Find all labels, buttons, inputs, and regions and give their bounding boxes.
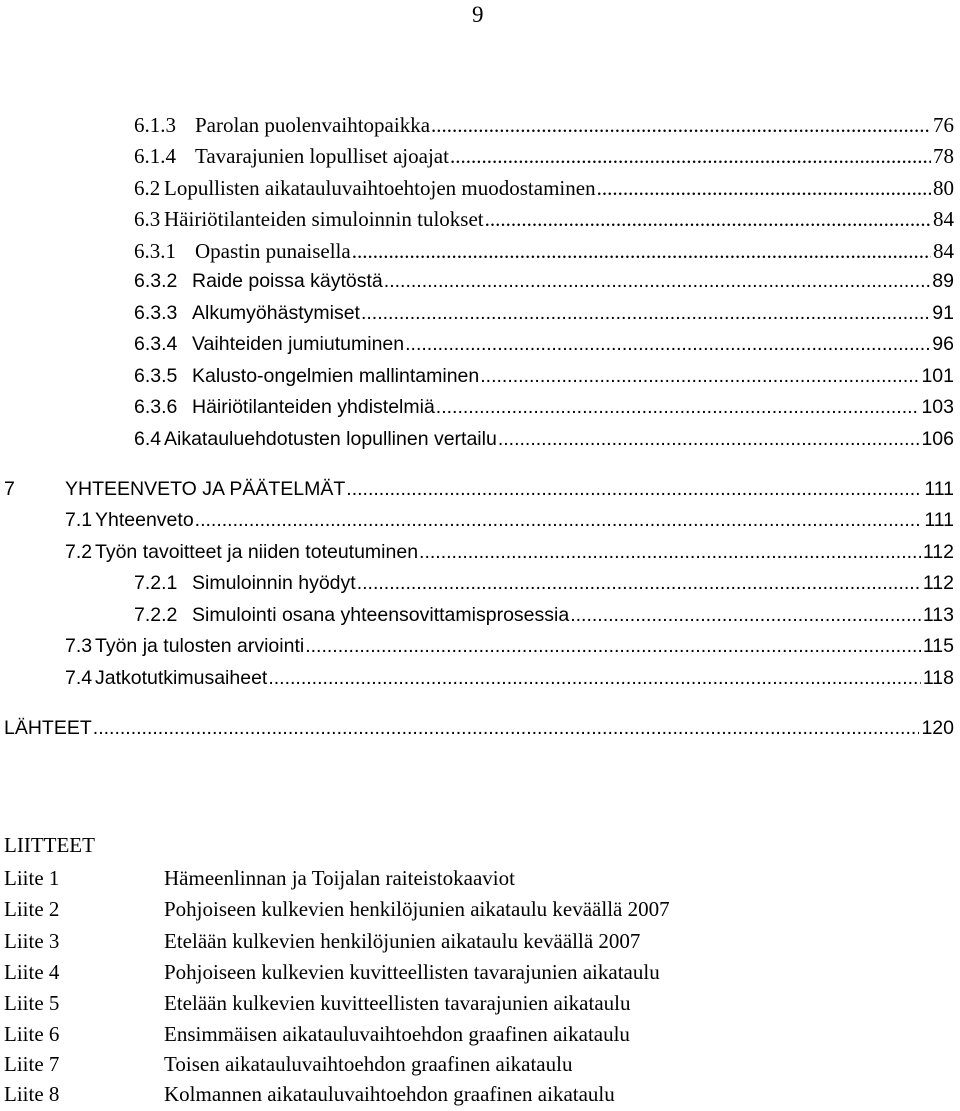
- appendix-label: Liite 1: [4, 866, 60, 890]
- toc-number: 6.3.1: [134, 239, 176, 263]
- toc-entry-6-3[interactable]: [134, 204, 954, 234]
- toc-leader: [498, 424, 920, 454]
- toc-entry-7[interactable]: [4, 474, 954, 504]
- toc-page: 80: [933, 176, 954, 200]
- appendix-label: Liite 5: [4, 991, 60, 1015]
- toc-leader: [405, 329, 930, 359]
- toc-entry-6-1-4[interactable]: [134, 141, 954, 171]
- appendix-item-5[interactable]: [4, 988, 954, 1018]
- toc-entry-lahteet[interactable]: [4, 713, 954, 743]
- toc-title: Simulointi osana yhteensovittamisprosessia: [192, 604, 570, 626]
- toc-number: 6.3.6: [134, 396, 178, 418]
- toc-leader: [419, 537, 921, 567]
- toc-number: 7.3: [65, 635, 93, 657]
- toc-number: 7.2.1: [134, 572, 178, 594]
- appendices-heading: LIITTEET: [4, 833, 95, 857]
- toc-entry-7-3[interactable]: [65, 631, 954, 661]
- toc-leader: [352, 236, 931, 266]
- toc-title: Aikatauluehdotusten lopullinen vertailu: [164, 428, 497, 450]
- toc-entry-6-3-4[interactable]: [134, 329, 954, 359]
- toc-title: Parolan puolenvaihtopaikka: [195, 113, 431, 137]
- toc-entry-7-2-2[interactable]: [134, 600, 954, 630]
- toc-title: Simuloinnin hyödyt: [192, 572, 356, 594]
- toc-number: 6.1.3: [134, 113, 176, 137]
- toc-number: 6.1.4: [134, 144, 176, 168]
- page-number: 9: [472, 2, 484, 27]
- toc-page: 111: [924, 478, 954, 500]
- toc-entry-6-1-3[interactable]: [134, 110, 954, 140]
- appendix-item-3[interactable]: [4, 926, 954, 956]
- toc-entry-6-3-6[interactable]: [134, 392, 954, 422]
- toc-number: 7: [4, 478, 15, 500]
- toc-title: LÄHTEET: [4, 717, 92, 739]
- appendix-title: Pohjoiseen kulkevien henkilöjunien aikataulu keväällä 2007: [164, 897, 670, 921]
- appendix-item-6[interactable]: [4, 1019, 954, 1049]
- toc-title: Häiriötilanteiden simuloinnin tulokset: [164, 207, 484, 231]
- toc-leader: [570, 600, 921, 630]
- toc-leader: [485, 204, 931, 234]
- toc-title: Vaihteiden jumiutuminen: [192, 333, 405, 355]
- toc-entry-7-4[interactable]: [65, 663, 954, 693]
- toc-leader: [431, 110, 931, 140]
- toc-page: 118: [922, 667, 954, 689]
- toc-number: 6.3: [134, 207, 161, 231]
- toc-page: 84: [933, 239, 954, 263]
- toc-page: 89: [932, 270, 954, 292]
- appendix-label: Liite 8: [4, 1082, 60, 1106]
- toc-page: 113: [922, 604, 954, 626]
- toc-leader: [384, 266, 931, 296]
- appendix-item-7[interactable]: [4, 1049, 954, 1079]
- toc-page: 76: [933, 113, 954, 137]
- toc-entry-6-2[interactable]: [134, 173, 954, 203]
- toc-leader: [361, 298, 930, 328]
- toc-leader: [346, 474, 922, 504]
- toc-title: Jatkotutkimusaiheet: [95, 667, 268, 689]
- toc-page: 112: [922, 541, 954, 563]
- toc-title: Alkumyöhästymiset: [192, 302, 360, 324]
- toc-leader: [93, 713, 920, 743]
- toc-leader: [480, 361, 919, 391]
- toc-number: 7.4: [65, 667, 93, 689]
- toc-title: Työn tavoitteet ja niiden toteutuminen: [95, 541, 419, 563]
- appendix-item-2[interactable]: [4, 894, 954, 924]
- toc-number: 6.3.5: [134, 365, 178, 387]
- toc-entry-7-1[interactable]: [65, 505, 954, 535]
- toc-entry-6-3-5[interactable]: [134, 361, 954, 391]
- appendix-title: Toisen aikatauluvaihtoehdon graafinen aikataulu: [164, 1052, 573, 1076]
- toc-number: 7.1: [65, 509, 93, 531]
- toc-title: Kalusto-ongelmien mallintaminen: [192, 365, 480, 387]
- toc-page: 111: [924, 509, 954, 531]
- appendix-title: Etelään kulkevien henkilöjunien aikataulu keväällä 2007: [164, 929, 641, 953]
- toc-number: 6.2: [134, 176, 161, 200]
- toc-entry-7-2[interactable]: [65, 537, 954, 567]
- appendix-label: Liite 4: [4, 960, 60, 984]
- toc-title: Työn ja tulosten arviointi: [95, 635, 305, 657]
- appendix-label: Liite 2: [4, 897, 60, 921]
- appendix-title: Pohjoiseen kulkevien kuvitteellisten tavarajunien aikataulu: [164, 960, 660, 984]
- toc-leader: [436, 392, 920, 422]
- toc-entry-6-3-2[interactable]: [134, 266, 954, 296]
- toc-leader: [195, 505, 923, 535]
- toc-entry-6-4[interactable]: [134, 424, 954, 454]
- toc-number: 6.3.2: [134, 270, 178, 292]
- toc-page: 96: [932, 333, 954, 355]
- toc-number: 6.3.4: [134, 333, 178, 355]
- appendix-label: Liite 3: [4, 929, 60, 953]
- appendix-item-4[interactable]: [4, 957, 954, 987]
- toc-title: Häiriötilanteiden yhdistelmiä: [192, 396, 435, 418]
- toc-page: 84: [933, 207, 954, 231]
- toc-title: Tavarajunien lopulliset ajoajat: [195, 144, 449, 168]
- toc-title: Raide poissa käytöstä: [192, 270, 383, 292]
- toc-entry-6-3-1[interactable]: [134, 236, 954, 266]
- appendix-title: Ensimmäisen aikatauluvaihtoehdon graafinen aikataulu: [164, 1022, 630, 1046]
- toc-page: 78: [933, 144, 954, 168]
- toc-leader: [268, 663, 921, 693]
- toc-number: 7.2: [65, 541, 93, 563]
- toc-title: YHTEENVETO JA PÄÄTELMÄT: [65, 478, 346, 500]
- appendix-title: Kolmannen aikatauluvaihtoehdon graafinen aikataulu: [164, 1082, 615, 1106]
- toc-number: 6.4: [134, 428, 162, 450]
- toc-title: Opastin punaisella: [195, 239, 351, 263]
- toc-leader: [450, 141, 931, 171]
- toc-page: 115: [922, 635, 954, 657]
- toc-number: 7.2.2: [134, 604, 178, 626]
- toc-page: 106: [921, 428, 954, 450]
- appendix-label: Liite 7: [4, 1052, 60, 1076]
- appendix-item-8[interactable]: [4, 1079, 954, 1109]
- toc-number: 6.3.3: [134, 302, 178, 324]
- toc-page: 91: [932, 302, 954, 324]
- toc-entry-7-2-1[interactable]: [134, 568, 954, 598]
- toc-leader: [357, 568, 921, 598]
- appendix-title: Hämeenlinnan ja Toijalan raiteistokaaviot: [164, 866, 515, 890]
- toc-page: 103: [921, 396, 954, 418]
- toc-leader: [597, 173, 931, 203]
- appendix-item-1[interactable]: [4, 863, 954, 893]
- toc-page: 120: [921, 717, 954, 739]
- toc-page: 112: [922, 572, 954, 594]
- toc-title: Yhteenveto: [95, 509, 194, 531]
- toc-title: Lopullisten aikatauluvaihtoehtojen muodostaminen: [164, 176, 596, 200]
- appendix-label: Liite 6: [4, 1022, 60, 1046]
- appendix-title: Etelään kulkevien kuvitteellisten tavarajunien aikataulu: [164, 991, 631, 1015]
- toc-leader: [305, 631, 921, 661]
- toc-entry-6-3-3[interactable]: [134, 298, 954, 328]
- toc-page: 101: [921, 365, 954, 387]
